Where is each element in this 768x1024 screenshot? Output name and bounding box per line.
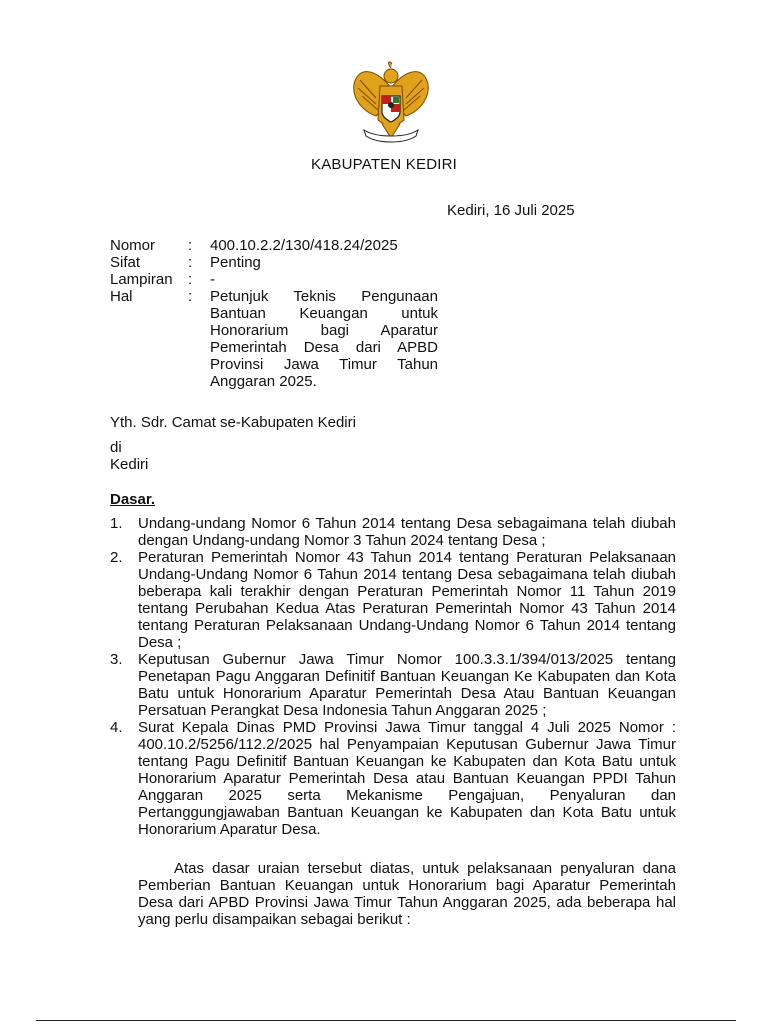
- basis-item-number: 2.: [110, 549, 123, 566]
- meta-value: -: [210, 271, 215, 288]
- meta-row-number: [110, 237, 440, 254]
- recipient-address: [110, 414, 356, 473]
- meta-colon: :: [188, 237, 193, 254]
- meta-key: Sifat: [110, 254, 141, 271]
- recipient-name: Yth. Sdr. Camat se-Kabupaten Kediri: [110, 414, 356, 431]
- meta-key: Nomor: [110, 237, 156, 254]
- basis-item: [110, 515, 676, 549]
- basis-item-number: 4.: [110, 719, 123, 736]
- basis-item: [110, 549, 676, 651]
- meta-key: Hal: [110, 288, 133, 305]
- basis-item: [110, 719, 676, 838]
- letter-meta: [110, 237, 440, 390]
- basis-list: [110, 515, 676, 838]
- closing-paragraph: Atas dasar uraian tersebut diatas, untuk pelaksanaan penyaluran dana Pemberian Bantuan Keuangan untuk Honorarium bagi Aparatur Pemerintah Desa dari APBD Provinsi Jawa Timur Tahun Anggaran 2025, ada beberapa hal yang perlu disampaikan sebagai berikut :: [138, 860, 676, 928]
- basis-item-text: Surat Kepala Dinas PMD Provinsi Jawa Timur tanggal 4 Juli 2025 Nomor : 400.10.2/5256/112.2/2025 hal Penyampaian Keputusan Gubernur Jawa Timur tentang Pagu Definitif Bantuan Keuangan ke Kabupaten dan Kota Batu untuk Honorarium Aparatur Pemerintah Desa atau Bantuan Keuangan PPDI Tahun Anggaran 2025 serta Mekanisme Pengajuan, Penyaluran dan Pertanggungjawaban Bantuan Keuangan ke Kabupaten dan Kota Batu untuk Honorarium Aparatur Desa.: [138, 719, 676, 838]
- basis-item-text: Peraturan Pemerintah Nomor 43 Tahun 2014 tentang Peraturan Pelaksanaan Undang-Undang Nomor 6 Tahun 2014 tentang Desa sebagaimana telah diubah beberapa kali terakhir dengan Peraturan Pemerintah Nomor 11 Tahun 2019 tentang Perubahan Kedua Atas Peraturan Pemerintah Nomor 43 Tahun 2014 tentang Peraturan Pelaksanaan Undang-Undang Nomor 6 Tahun 2014 tentang Desa ;: [138, 549, 676, 651]
- bottom-divider: [36, 1020, 736, 1021]
- meta-key: Lampiran: [110, 271, 173, 288]
- meta-colon: :: [188, 271, 193, 288]
- basis-item-number: 1.: [110, 515, 123, 532]
- meta-value-subject: Petunjuk Teknis Pengunaan Bantuan Keuangan untuk Honorarium bagi Aparatur Pemerintah Desa dari APBD Provinsi Jawa Timur Tahun Anggaran 2025.: [210, 288, 438, 390]
- meta-colon: :: [188, 254, 193, 271]
- garuda-emblem-icon: [346, 58, 436, 148]
- meta-value: 400.10.2.2/130/418.24/2025: [210, 237, 398, 254]
- basis-item-number: 3.: [110, 651, 123, 668]
- basis-item-text: Keputusan Gubernur Jawa Timur Nomor 100.3.3.1/394/013/2025 tentang Penetapan Pagu Anggaran Definitif Bantuan Keuangan Ke Kabupaten dan Kota Batu untuk Honorarium Aparatur Pemerintah Desa Atau Bantuan Keuangan Persatuan Perangkat Desa Indonesia Tahun Anggaran 2025 ;: [138, 651, 676, 719]
- regency-title: KABUPATEN KEDIRI: [310, 156, 457, 173]
- meta-row-attachment: [110, 271, 440, 288]
- meta-row-subject: [110, 288, 440, 390]
- basis-item-text: Undang-undang Nomor 6 Tahun 2014 tentang Desa sebagaimana telah diubah dengan Undang-undang Nomor 3 Tahun 2024 tentang Desa ;: [138, 515, 676, 549]
- meta-row-nature: [110, 254, 440, 271]
- meta-colon: :: [188, 288, 193, 305]
- basis-heading: Dasar.: [110, 491, 156, 508]
- place-date: Kediri, 16 Juli 2025: [447, 202, 575, 219]
- meta-value: Penting: [210, 254, 261, 271]
- recipient-place: Kediri: [110, 456, 149, 473]
- recipient-di: di: [110, 439, 122, 456]
- basis-item: [110, 651, 676, 719]
